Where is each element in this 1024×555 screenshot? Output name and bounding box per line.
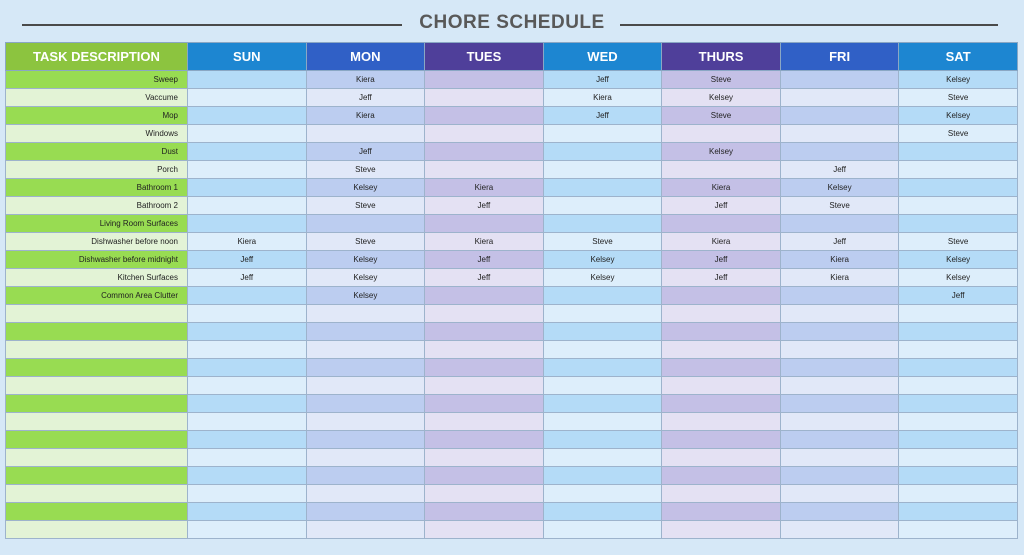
mon-assignee-cell[interactable] xyxy=(306,431,425,449)
task-description-cell[interactable] xyxy=(6,359,188,377)
sat-assignee-cell[interactable] xyxy=(899,143,1018,161)
table-row xyxy=(6,305,1018,323)
wed-assignee-cell[interactable] xyxy=(543,521,662,539)
wed-assignee-cell[interactable] xyxy=(543,449,662,467)
table-row xyxy=(6,269,1018,287)
tues-assignee-cell[interactable]: Jeff xyxy=(425,197,544,215)
sat-assignee-cell[interactable]: Kelsey xyxy=(899,71,1018,89)
thurs-assignee-cell[interactable] xyxy=(662,323,781,341)
thurs-assignee-cell[interactable] xyxy=(662,287,781,305)
table-row xyxy=(6,233,1018,251)
wed-assignee-cell[interactable] xyxy=(543,377,662,395)
fri-assignee-cell[interactable] xyxy=(780,413,899,431)
header-sun[interactable]: SUN xyxy=(188,43,307,71)
sun-assignee-cell[interactable] xyxy=(188,503,307,521)
mon-assignee-cell[interactable] xyxy=(306,467,425,485)
tues-assignee-cell[interactable] xyxy=(425,449,544,467)
task-description-cell[interactable] xyxy=(6,341,188,359)
fri-assignee-cell[interactable] xyxy=(780,305,899,323)
task-description-cell[interactable] xyxy=(6,449,188,467)
thurs-assignee-cell[interactable]: Jeff xyxy=(662,269,781,287)
thurs-assignee-cell[interactable] xyxy=(662,161,781,179)
table-body xyxy=(6,71,1018,539)
mon-assignee-cell[interactable]: Kelsey xyxy=(306,179,425,197)
sun-assignee-cell[interactable] xyxy=(188,431,307,449)
task-description-cell[interactable] xyxy=(6,413,188,431)
sat-assignee-cell[interactable] xyxy=(899,431,1018,449)
sat-assignee-cell[interactable] xyxy=(899,197,1018,215)
fri-assignee-cell[interactable]: Kelsey xyxy=(780,179,899,197)
thurs-assignee-cell[interactable]: Jeff xyxy=(662,251,781,269)
tues-assignee-cell[interactable] xyxy=(425,107,544,125)
table-row xyxy=(6,161,1018,179)
wed-assignee-cell[interactable] xyxy=(543,305,662,323)
title-bar xyxy=(0,0,1024,42)
thurs-assignee-cell[interactable]: Steve xyxy=(662,107,781,125)
sun-assignee-cell[interactable] xyxy=(188,359,307,377)
mon-assignee-cell[interactable] xyxy=(306,305,425,323)
wed-assignee-cell[interactable]: Jeff xyxy=(543,107,662,125)
wed-assignee-cell[interactable] xyxy=(543,467,662,485)
fri-assignee-cell[interactable]: Jeff xyxy=(780,233,899,251)
wed-assignee-cell[interactable] xyxy=(543,413,662,431)
mon-assignee-cell[interactable] xyxy=(306,125,425,143)
table-row xyxy=(6,179,1018,197)
tues-assignee-cell[interactable] xyxy=(425,485,544,503)
sun-assignee-cell[interactable]: Jeff xyxy=(188,251,307,269)
sun-assignee-cell[interactable] xyxy=(188,89,307,107)
tues-assignee-cell[interactable] xyxy=(425,215,544,233)
task-description-cell[interactable] xyxy=(6,305,188,323)
header-wed[interactable]: WED xyxy=(543,43,662,71)
tues-assignee-cell[interactable] xyxy=(425,359,544,377)
mon-assignee-cell[interactable]: Kelsey xyxy=(306,269,425,287)
tues-assignee-cell[interactable] xyxy=(425,161,544,179)
header-sat[interactable]: SAT xyxy=(899,43,1018,71)
task-description-cell[interactable]: Living Room Surfaces xyxy=(6,215,188,233)
fri-assignee-cell[interactable] xyxy=(780,485,899,503)
header-task-description[interactable]: TASK DESCRIPTION xyxy=(6,43,188,71)
fri-assignee-cell[interactable] xyxy=(780,71,899,89)
mon-assignee-cell[interactable] xyxy=(306,503,425,521)
mon-assignee-cell[interactable] xyxy=(306,359,425,377)
sat-assignee-cell[interactable]: Kelsey xyxy=(899,269,1018,287)
tues-assignee-cell[interactable]: Kiera xyxy=(425,233,544,251)
sun-assignee-cell[interactable] xyxy=(188,71,307,89)
task-description-cell[interactable] xyxy=(6,377,188,395)
sun-assignee-cell[interactable] xyxy=(188,305,307,323)
tues-assignee-cell[interactable]: Kiera xyxy=(425,179,544,197)
mon-assignee-cell[interactable] xyxy=(306,341,425,359)
mon-assignee-cell[interactable]: Jeff xyxy=(306,143,425,161)
sun-assignee-cell[interactable] xyxy=(188,197,307,215)
wed-assignee-cell[interactable] xyxy=(543,485,662,503)
wed-assignee-cell[interactable]: Steve xyxy=(543,233,662,251)
sat-assignee-cell[interactable]: Jeff xyxy=(899,287,1018,305)
thurs-assignee-cell[interactable]: Steve xyxy=(662,71,781,89)
mon-assignee-cell[interactable] xyxy=(306,395,425,413)
title-divider-left xyxy=(22,24,402,26)
sun-assignee-cell[interactable] xyxy=(188,449,307,467)
sun-assignee-cell[interactable] xyxy=(188,395,307,413)
sun-assignee-cell[interactable] xyxy=(188,377,307,395)
table-row xyxy=(6,377,1018,395)
sat-assignee-cell[interactable] xyxy=(899,341,1018,359)
task-description-cell[interactable] xyxy=(6,521,188,539)
table-row xyxy=(6,413,1018,431)
sun-assignee-cell[interactable] xyxy=(188,215,307,233)
fri-assignee-cell[interactable] xyxy=(780,107,899,125)
fri-assignee-cell[interactable] xyxy=(780,341,899,359)
wed-assignee-cell[interactable] xyxy=(543,161,662,179)
table-row xyxy=(6,449,1018,467)
thurs-assignee-cell[interactable]: Kiera xyxy=(662,179,781,197)
sun-assignee-cell[interactable] xyxy=(188,323,307,341)
wed-assignee-cell[interactable] xyxy=(543,287,662,305)
header-fri[interactable]: FRI xyxy=(780,43,899,71)
thurs-assignee-cell[interactable] xyxy=(662,359,781,377)
wed-assignee-cell[interactable] xyxy=(543,323,662,341)
fri-assignee-cell[interactable] xyxy=(780,521,899,539)
header-tues[interactable]: TUES xyxy=(425,43,544,71)
fri-assignee-cell[interactable] xyxy=(780,395,899,413)
wed-assignee-cell[interactable] xyxy=(543,341,662,359)
sun-assignee-cell[interactable] xyxy=(188,413,307,431)
tues-assignee-cell[interactable] xyxy=(425,341,544,359)
mon-assignee-cell[interactable]: Steve xyxy=(306,161,425,179)
thurs-assignee-cell[interactable]: Kelsey xyxy=(662,143,781,161)
task-description-cell[interactable] xyxy=(6,395,188,413)
task-description-cell[interactable] xyxy=(6,485,188,503)
table-row xyxy=(6,71,1018,89)
task-description-cell[interactable]: Windows xyxy=(6,125,188,143)
tues-assignee-cell[interactable] xyxy=(425,287,544,305)
tues-assignee-cell[interactable] xyxy=(425,125,544,143)
header-mon[interactable]: MON xyxy=(306,43,425,71)
table-row xyxy=(6,251,1018,269)
task-description-cell[interactable]: Sweep xyxy=(6,71,188,89)
mon-assignee-cell[interactable] xyxy=(306,449,425,467)
wed-assignee-cell[interactable] xyxy=(543,125,662,143)
tues-assignee-cell[interactable] xyxy=(425,431,544,449)
sat-assignee-cell[interactable] xyxy=(899,503,1018,521)
task-description-cell[interactable] xyxy=(6,323,188,341)
thurs-assignee-cell[interactable]: Kiera xyxy=(662,233,781,251)
mon-assignee-cell[interactable]: Steve xyxy=(306,233,425,251)
wed-assignee-cell[interactable] xyxy=(543,503,662,521)
fri-assignee-cell[interactable]: Steve xyxy=(780,197,899,215)
thurs-assignee-cell[interactable] xyxy=(662,341,781,359)
thurs-assignee-cell[interactable] xyxy=(662,521,781,539)
fri-assignee-cell[interactable] xyxy=(780,323,899,341)
sat-assignee-cell[interactable] xyxy=(899,323,1018,341)
table-row xyxy=(6,107,1018,125)
fri-assignee-cell[interactable]: Kiera xyxy=(780,251,899,269)
task-description-cell[interactable] xyxy=(6,503,188,521)
chore-schedule-table xyxy=(5,42,1018,539)
fri-assignee-cell[interactable] xyxy=(780,449,899,467)
sat-assignee-cell[interactable]: Steve xyxy=(899,125,1018,143)
sat-assignee-cell[interactable] xyxy=(899,305,1018,323)
wed-assignee-cell[interactable] xyxy=(543,395,662,413)
thurs-assignee-cell[interactable] xyxy=(662,485,781,503)
wed-assignee-cell[interactable] xyxy=(543,359,662,377)
wed-assignee-cell[interactable] xyxy=(543,215,662,233)
sun-assignee-cell[interactable] xyxy=(188,521,307,539)
wed-assignee-cell[interactable]: Kelsey xyxy=(543,251,662,269)
fri-assignee-cell[interactable]: Jeff xyxy=(780,161,899,179)
tues-assignee-cell[interactable] xyxy=(425,395,544,413)
fri-assignee-cell[interactable] xyxy=(780,89,899,107)
mon-assignee-cell[interactable]: Kiera xyxy=(306,107,425,125)
sun-assignee-cell[interactable]: Kiera xyxy=(188,233,307,251)
sat-assignee-cell[interactable]: Steve xyxy=(899,233,1018,251)
mon-assignee-cell[interactable]: Kelsey xyxy=(306,251,425,269)
table-row xyxy=(6,485,1018,503)
task-description-cell[interactable]: Dishwasher before midnight xyxy=(6,251,188,269)
sun-assignee-cell[interactable] xyxy=(188,341,307,359)
mon-assignee-cell[interactable]: Kelsey xyxy=(306,287,425,305)
sat-assignee-cell[interactable] xyxy=(899,179,1018,197)
wed-assignee-cell[interactable]: Kelsey xyxy=(543,269,662,287)
sun-assignee-cell[interactable] xyxy=(188,287,307,305)
tues-assignee-cell[interactable] xyxy=(425,467,544,485)
tues-assignee-cell[interactable] xyxy=(425,71,544,89)
thurs-assignee-cell[interactable] xyxy=(662,467,781,485)
tues-assignee-cell[interactable] xyxy=(425,323,544,341)
thurs-assignee-cell[interactable]: Kelsey xyxy=(662,89,781,107)
mon-assignee-cell[interactable] xyxy=(306,521,425,539)
title-divider-right xyxy=(620,24,998,26)
sun-assignee-cell[interactable] xyxy=(188,107,307,125)
sun-assignee-cell[interactable] xyxy=(188,143,307,161)
table-row xyxy=(6,341,1018,359)
table-row xyxy=(6,431,1018,449)
table-row xyxy=(6,197,1018,215)
task-description-cell[interactable]: Dishwasher before noon xyxy=(6,233,188,251)
fri-assignee-cell[interactable]: Kiera xyxy=(780,269,899,287)
sat-assignee-cell[interactable] xyxy=(899,359,1018,377)
tues-assignee-cell[interactable] xyxy=(425,143,544,161)
sat-assignee-cell[interactable]: Kelsey xyxy=(899,107,1018,125)
tues-assignee-cell[interactable]: Jeff xyxy=(425,251,544,269)
table-row xyxy=(6,287,1018,305)
mon-assignee-cell[interactable] xyxy=(306,323,425,341)
table-row xyxy=(6,215,1018,233)
wed-assignee-cell[interactable]: Kiera xyxy=(543,89,662,107)
tues-assignee-cell[interactable] xyxy=(425,521,544,539)
header-row xyxy=(6,43,1018,71)
mon-assignee-cell[interactable]: Jeff xyxy=(306,89,425,107)
sun-assignee-cell[interactable] xyxy=(188,161,307,179)
sun-assignee-cell[interactable]: Jeff xyxy=(188,269,307,287)
table-row xyxy=(6,467,1018,485)
table-row xyxy=(6,395,1018,413)
mon-assignee-cell[interactable]: Kiera xyxy=(306,71,425,89)
table-row xyxy=(6,323,1018,341)
page-title: CHORE SCHEDULE xyxy=(419,12,605,33)
mon-assignee-cell[interactable] xyxy=(306,485,425,503)
sat-assignee-cell[interactable] xyxy=(899,377,1018,395)
thurs-assignee-cell[interactable] xyxy=(662,305,781,323)
sat-assignee-cell[interactable] xyxy=(899,467,1018,485)
fri-assignee-cell[interactable] xyxy=(780,125,899,143)
task-description-cell[interactable]: Common Area Clutter xyxy=(6,287,188,305)
sun-assignee-cell[interactable] xyxy=(188,125,307,143)
sat-assignee-cell[interactable] xyxy=(899,449,1018,467)
table-row xyxy=(6,143,1018,161)
task-description-cell[interactable]: Bathroom 1 xyxy=(6,179,188,197)
wed-assignee-cell[interactable] xyxy=(543,179,662,197)
sun-assignee-cell[interactable] xyxy=(188,485,307,503)
task-description-cell[interactable]: Porch xyxy=(6,161,188,179)
sat-assignee-cell[interactable] xyxy=(899,215,1018,233)
sat-assignee-cell[interactable] xyxy=(899,521,1018,539)
task-description-cell[interactable] xyxy=(6,431,188,449)
sat-assignee-cell[interactable] xyxy=(899,395,1018,413)
table-row xyxy=(6,125,1018,143)
sat-assignee-cell[interactable]: Steve xyxy=(899,89,1018,107)
fri-assignee-cell[interactable] xyxy=(780,215,899,233)
wed-assignee-cell[interactable] xyxy=(543,431,662,449)
sat-assignee-cell[interactable] xyxy=(899,485,1018,503)
task-description-cell[interactable]: Vaccume xyxy=(6,89,188,107)
fri-assignee-cell[interactable] xyxy=(780,287,899,305)
fri-assignee-cell[interactable] xyxy=(780,143,899,161)
tues-assignee-cell[interactable] xyxy=(425,503,544,521)
table-row xyxy=(6,503,1018,521)
fri-assignee-cell[interactable] xyxy=(780,503,899,521)
wed-assignee-cell[interactable] xyxy=(543,197,662,215)
fri-assignee-cell[interactable] xyxy=(780,359,899,377)
fri-assignee-cell[interactable] xyxy=(780,431,899,449)
tues-assignee-cell[interactable] xyxy=(425,377,544,395)
mon-assignee-cell[interactable] xyxy=(306,215,425,233)
table-row xyxy=(6,521,1018,539)
thurs-assignee-cell[interactable] xyxy=(662,125,781,143)
task-description-cell[interactable] xyxy=(6,467,188,485)
task-description-cell[interactable]: Dust xyxy=(6,143,188,161)
thurs-assignee-cell[interactable] xyxy=(662,215,781,233)
table-row xyxy=(6,89,1018,107)
thurs-assignee-cell[interactable] xyxy=(662,413,781,431)
mon-assignee-cell[interactable] xyxy=(306,413,425,431)
sat-assignee-cell[interactable]: Kelsey xyxy=(899,251,1018,269)
mon-assignee-cell[interactable] xyxy=(306,377,425,395)
sun-assignee-cell[interactable] xyxy=(188,179,307,197)
task-description-cell[interactable]: Kitchen Surfaces xyxy=(6,269,188,287)
thurs-assignee-cell[interactable] xyxy=(662,395,781,413)
table-row xyxy=(6,359,1018,377)
thurs-assignee-cell[interactable] xyxy=(662,503,781,521)
thurs-assignee-cell[interactable] xyxy=(662,377,781,395)
task-description-cell[interactable]: Mop xyxy=(6,107,188,125)
thurs-assignee-cell[interactable] xyxy=(662,449,781,467)
tues-assignee-cell[interactable] xyxy=(425,305,544,323)
mon-assignee-cell[interactable]: Steve xyxy=(306,197,425,215)
thurs-assignee-cell[interactable] xyxy=(662,431,781,449)
task-description-cell[interactable]: Bathroom 2 xyxy=(6,197,188,215)
fri-assignee-cell[interactable] xyxy=(780,377,899,395)
thurs-assignee-cell[interactable]: Jeff xyxy=(662,197,781,215)
tues-assignee-cell[interactable]: Jeff xyxy=(425,269,544,287)
sat-assignee-cell[interactable] xyxy=(899,413,1018,431)
tues-assignee-cell[interactable] xyxy=(425,413,544,431)
fri-assignee-cell[interactable] xyxy=(780,467,899,485)
tues-assignee-cell[interactable] xyxy=(425,89,544,107)
wed-assignee-cell[interactable] xyxy=(543,143,662,161)
header-thurs[interactable]: THURS xyxy=(662,43,781,71)
sat-assignee-cell[interactable] xyxy=(899,161,1018,179)
wed-assignee-cell[interactable]: Jeff xyxy=(543,71,662,89)
sun-assignee-cell[interactable] xyxy=(188,467,307,485)
